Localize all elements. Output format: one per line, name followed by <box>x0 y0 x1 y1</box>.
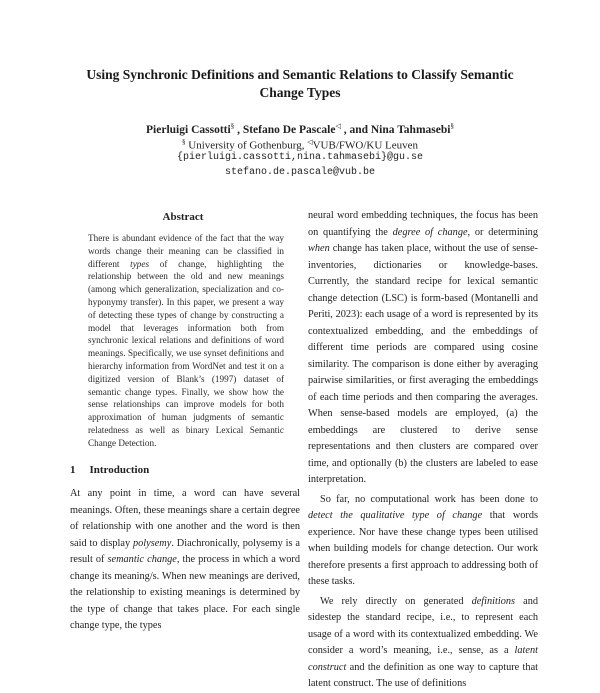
emphasis: degree of change <box>392 226 468 238</box>
text-run: We rely directly on generated <box>320 595 472 607</box>
author-name: Stefano De Pascale <box>242 123 336 136</box>
author-separator: , and <box>340 123 371 136</box>
author-separator: , <box>234 123 243 136</box>
text-run: So far, no computational work has been done to <box>320 493 538 505</box>
affiliation-marker: § <box>450 122 454 130</box>
author-name: Nina Tahmasebi <box>370 123 451 136</box>
emphasis: definitions <box>471 595 516 607</box>
text-run: , or determining <box>467 226 538 238</box>
text-run: . Diachronically, polysemy is a result of <box>70 537 300 565</box>
emphasis: polysemy <box>133 537 172 549</box>
text-run: change has taken place, without the use of sense-inventories, dictionaries or knowledge-bases. Currently, the standard recipe for lexical semantic change detection (LSC) is form-based (Montanelli and Periti, 2023): each usage of a word is represented by its contextualized embedding, and the embeddings of different time periods are compared using cosine similarity. The comparison is done either by averaging pairwise similarities, or first averaging the embeddings of each time periods and then comparing the averages. When sense-based models are employed, (a) the embeddings are clustered to derive sense representations and then clusters are compared over time, and optionally (b) the clusters are labeled to ease interpretation. <box>308 243 538 485</box>
affiliation-marker: § <box>182 138 186 146</box>
paragraph <box>308 594 538 693</box>
section-number: 1 <box>70 464 76 476</box>
paragraph <box>70 486 300 635</box>
right-column-body <box>308 208 538 693</box>
text-run: , the process in which a word change its meaning/s. When new meanings are derived, the relationship to existing meanings is determined by the type of change that takes place. For each single change type, the types <box>70 554 300 631</box>
author-name: Pierluigi Cassotti <box>146 123 231 136</box>
text-run: and sidestep the standard recipe, i.e., to represent each usage of a word with its contextualized embedding. We consider a word’s meaning, i.e., sense, as a <box>308 595 538 656</box>
affiliation-gothenburg: University of Gothenburg, <box>185 139 308 152</box>
abstract-heading: Abstract <box>162 211 204 223</box>
abstract-text <box>88 232 284 450</box>
paper-title <box>60 66 540 102</box>
paragraph <box>308 492 538 591</box>
affiliations <box>60 135 540 153</box>
emphasis: detect the qualitative type of change <box>308 510 483 521</box>
abstract-emphasis: types <box>130 258 150 269</box>
affiliation-marker: ◁ <box>307 138 313 146</box>
abstract-text-part: There is abundant evidence of the fact that the way words change their meaning can be classified in different <box>88 233 284 269</box>
text-run: At any point in time, a word can have several meanings. Often, these meanings share a certain degree of relationship with one another and the word is then said to display <box>70 488 300 549</box>
author-email: {pierluigi.cassotti,nina.tahmasebi}@gu.se <box>176 152 424 163</box>
emphasis: when <box>308 243 330 254</box>
emphasis: semantic change <box>107 554 177 565</box>
author-email: stefano.de.pascale@vub.be <box>224 167 376 178</box>
section-heading <box>70 464 149 476</box>
affiliation-marker: § <box>230 122 235 130</box>
affiliation-vub: VUB/FWO/KU Leuven <box>312 139 418 152</box>
title-line-1: Using Synchronic Definitions and Semantic Relations to Classify Semantic <box>86 67 514 82</box>
title-line-2: Change Types <box>259 85 341 100</box>
affiliation-marker: ◁ <box>335 122 341 130</box>
section-title: Introduction <box>89 464 150 476</box>
left-column-body <box>70 486 300 635</box>
text-run: that words experience. Nor have these change types been utilised when building models for change detection. Our work therefore presents a first approach to addressing both of these tasks. <box>308 510 538 587</box>
text-run: neural word embedding techniques, the focus has been on quantifying the <box>308 210 538 238</box>
text-run: and the definition as one way to capture that latent construct. The use of definitions <box>308 661 538 689</box>
abstract-text-part: of change, highlighting the relationship between the old and new meanings (among which generalization, specialization and co-hyponymy transfer). In this paper, we present a way of detecting these types of change by constructing a model that leverages information both from synchronic lexical relations and definitions of word meanings. Specifically, we use synset definitions and hierarchy information from WordNet and test it on a digitized version of Blank’s (1997) dataset of semantic change types. Finally, we show how the sense relationships can improve models for both approximation of human judgments of semantic relatedness as well as binary Lexical Semantic Change Detection. <box>88 258 284 448</box>
paragraph <box>308 208 538 489</box>
emphasis: latent construct <box>308 645 538 673</box>
